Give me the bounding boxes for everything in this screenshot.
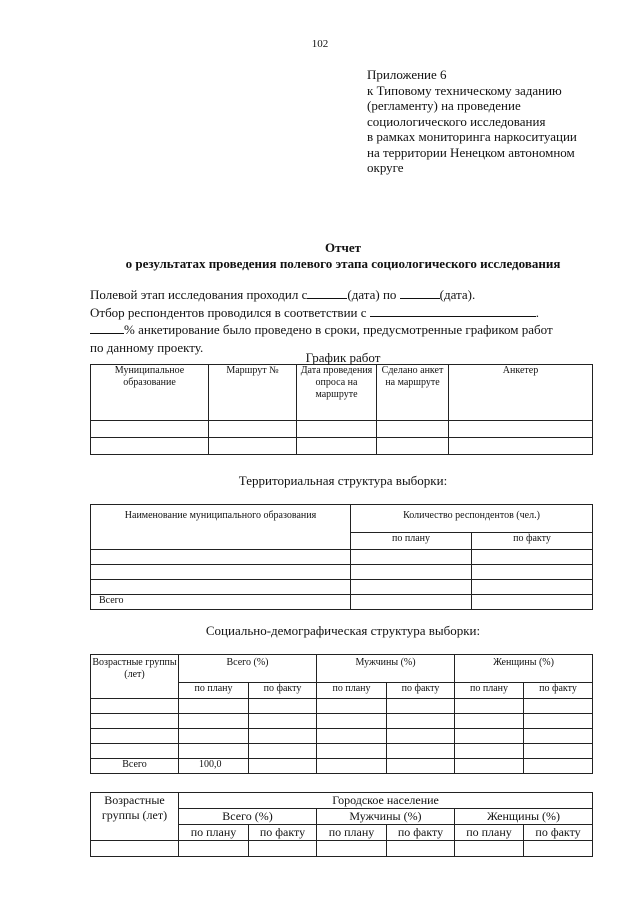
appendix-line: к Типовому техническому заданию [367, 82, 562, 98]
table-row [91, 699, 593, 714]
header-cell: Городское население [179, 793, 593, 809]
header-cell: Анкетер [449, 365, 593, 421]
header-cell: по плану [317, 683, 387, 699]
header-cell: Количество респондентов (чел.) [351, 505, 593, 533]
header-cell: по факту [387, 825, 455, 841]
urban-table [90, 792, 593, 857]
table-row [91, 729, 593, 744]
intro-text-segment: (дата) по [347, 287, 397, 302]
header-cell: Дата проведения опроса на маршруте [297, 365, 377, 421]
territorial-caption: Территориальная структура выборки: [238, 473, 448, 488]
schedule-table [90, 364, 593, 455]
header-cell: по плану [179, 683, 249, 699]
intro-line-2 [90, 304, 600, 322]
schedule-caption: График работ [305, 350, 381, 365]
demographic-caption: Социально-демографическая структура выборки: [205, 623, 481, 638]
table-header-row [91, 793, 593, 809]
date-blank [307, 287, 347, 299]
header-cell: по плану [455, 825, 524, 841]
report-subtitle: о результатах проведения полевого этапа социологического исследования [125, 256, 561, 271]
header-cell: Мужчины (%) [317, 655, 455, 683]
header-cell: по факту [472, 533, 593, 550]
percent-blank [90, 322, 124, 334]
header-cell: по факту [524, 683, 593, 699]
table-header-row [91, 655, 593, 683]
header-cell: Наименование муниципального образования [91, 505, 351, 550]
intro-text-segment: Полевой этап исследования проходил с [90, 287, 308, 302]
header-cell: по плану [179, 825, 249, 841]
appendix-note [367, 67, 617, 176]
table-row [91, 714, 593, 729]
table-row [91, 841, 593, 857]
intro-text-segment: Отбор респондентов проводился в соответствии с [90, 304, 367, 320]
appendix-line: округе [367, 160, 404, 175]
table-row [91, 759, 593, 774]
total-label: Всего [91, 759, 179, 774]
header-cell: по плану [317, 825, 387, 841]
header-cell: Всего (%) [179, 655, 317, 683]
header-cell: Маршрут № [209, 365, 297, 421]
header-cell: Возрастные группы (лет) [91, 793, 179, 841]
header-cell: по плану [455, 683, 524, 699]
table-row [91, 565, 593, 580]
table-row [91, 438, 593, 455]
table-row [91, 744, 593, 759]
date-blank [400, 287, 440, 299]
table-row [91, 595, 593, 610]
table-row [91, 550, 593, 565]
table-row [91, 421, 593, 438]
header-cell: Муниципальное образование [91, 365, 209, 421]
intro-line-3 [90, 321, 600, 339]
appendix-line: на территории Ненецком автономном [367, 144, 575, 160]
appendix-line: Приложение 6 [367, 67, 447, 82]
basis-blank [370, 305, 536, 317]
table-header-row [91, 505, 593, 533]
intro-text-segment: (дата). [439, 287, 476, 302]
appendix-line: в рамках мониторинга наркоситуации [367, 129, 577, 144]
intro-text-segment: . [535, 304, 540, 320]
header-cell: по факту [524, 825, 593, 841]
intro-line-1 [90, 286, 600, 304]
table-header-row [91, 365, 593, 421]
header-cell: Женщины (%) [455, 655, 593, 683]
header-cell: Мужчины (%) [317, 809, 455, 825]
total-value: 100,0 [179, 759, 249, 774]
header-cell: Возрастные группы (лет) [91, 655, 179, 699]
appendix-line: (регламенту) на проведение [367, 98, 521, 113]
header-cell: по факту [387, 683, 455, 699]
territorial-table [90, 504, 593, 610]
demographic-table [90, 654, 593, 774]
header-cell: по плану [351, 533, 472, 550]
appendix-line: социологического исследования [367, 113, 546, 129]
page-number: 102 [311, 38, 329, 50]
header-cell: по факту [249, 825, 317, 841]
intro-text-segment: % анкетирование было проведено в сроки, предусмотренные графиком работ [124, 322, 553, 337]
header-cell: Сделано анкет на маршруте [377, 365, 449, 421]
header-cell: по факту [249, 683, 317, 699]
intro-line-4: по данному проекту. [90, 339, 204, 355]
report-title: Отчет [325, 240, 361, 255]
total-label: Всего [91, 595, 351, 610]
intro-text [90, 286, 600, 356]
header-cell: Всего (%) [179, 809, 317, 825]
table-row [91, 580, 593, 595]
header-cell: Женщины (%) [455, 809, 593, 825]
